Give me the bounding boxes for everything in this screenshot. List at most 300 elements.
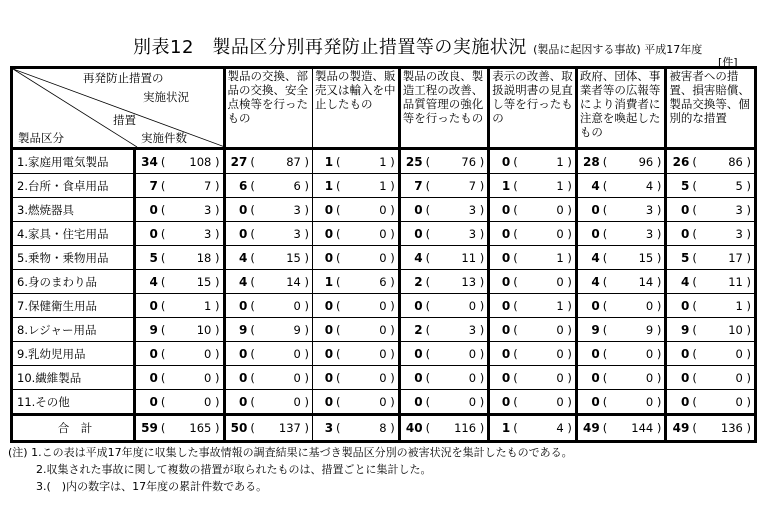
paren: ( xyxy=(513,322,518,337)
count-cell xyxy=(313,294,400,318)
paren: ( xyxy=(513,298,518,313)
paren: ) xyxy=(742,421,751,435)
paren: ( xyxy=(692,274,697,289)
paren: ( xyxy=(336,202,341,217)
count-cell xyxy=(666,294,756,318)
cumulative-value: 15 xyxy=(286,250,301,265)
table-row xyxy=(12,390,756,415)
count-value: 0 xyxy=(680,202,690,217)
paren: ( xyxy=(160,202,166,217)
paren: ( xyxy=(602,370,608,385)
paren: ) xyxy=(300,346,310,361)
paren: ) xyxy=(300,322,310,337)
paren: ( xyxy=(602,346,608,361)
count-value: 0 xyxy=(591,370,600,385)
paren: ( xyxy=(692,394,697,409)
paren: ( xyxy=(513,226,518,241)
count-cell xyxy=(313,342,400,366)
count-value: 0 xyxy=(149,370,158,385)
cumulative-value: 0 xyxy=(645,298,654,313)
paren: ( xyxy=(160,226,166,241)
count-value: 0 xyxy=(501,394,511,409)
count-cell xyxy=(576,294,666,318)
paren: ) xyxy=(476,370,485,385)
table-row xyxy=(12,149,756,174)
cumulative-value: 14 xyxy=(638,274,654,289)
paren: ( xyxy=(513,202,518,217)
count-value: 0 xyxy=(501,322,511,337)
count-cell xyxy=(135,222,225,246)
count-value: 4 xyxy=(149,274,158,289)
paren: ( xyxy=(425,226,431,241)
paren: ( xyxy=(602,298,608,313)
cumulative-value: 0 xyxy=(645,346,654,361)
cumulative-value: 0 xyxy=(556,274,564,289)
paren: ( xyxy=(513,346,518,361)
cumulative-value: 0 xyxy=(293,346,301,361)
count-cell xyxy=(576,222,666,246)
count-cell xyxy=(489,366,577,390)
cumulative-value: 0 xyxy=(379,250,387,265)
count-cell xyxy=(399,294,489,318)
count-value: 0 xyxy=(239,370,248,385)
paren: ) xyxy=(211,298,220,313)
cumulative-value: 11 xyxy=(728,274,743,289)
paren: ( xyxy=(425,250,431,265)
cumulative-value: 15 xyxy=(638,250,654,265)
paren: ( xyxy=(425,394,431,409)
count-value: 0 xyxy=(149,298,158,313)
paren: ) xyxy=(563,226,572,241)
count-cell xyxy=(666,366,756,390)
paren: ) xyxy=(386,394,395,409)
count-cell xyxy=(576,246,666,270)
paren: ( xyxy=(513,370,518,385)
category-cell: 4.家具・住宅用品 xyxy=(12,222,135,246)
count-value: 4 xyxy=(239,250,248,265)
column-header: 政府、団体、事業者等の広報等により消費者に注意を喚起したもの xyxy=(576,68,666,149)
paren: ( xyxy=(692,370,697,385)
paren: ) xyxy=(476,298,485,313)
count-cell xyxy=(135,198,225,222)
count-cell xyxy=(576,149,666,174)
paren: ( xyxy=(160,274,166,289)
count-value: 4 xyxy=(591,274,600,289)
count-cell xyxy=(313,149,400,174)
table-row xyxy=(12,294,756,318)
paren: ) xyxy=(563,322,572,337)
count-value: 0 xyxy=(501,202,511,217)
cumulative-value: 3 xyxy=(645,202,654,217)
paren: ) xyxy=(476,202,485,217)
count-value: 1 xyxy=(501,421,511,435)
paren: ) xyxy=(742,274,751,289)
cumulative-value: 0 xyxy=(293,394,301,409)
paren: ) xyxy=(742,298,751,313)
count-value: 1 xyxy=(324,178,334,193)
cumulative-value: 6 xyxy=(379,274,387,289)
count-value: 4 xyxy=(591,178,600,193)
paren: ( xyxy=(602,322,608,337)
count-cell xyxy=(399,198,489,222)
count-value: 26 xyxy=(672,154,690,169)
count-value: 9 xyxy=(149,322,158,337)
paren: ) xyxy=(386,250,395,265)
paren: ( xyxy=(692,250,697,265)
count-cell xyxy=(399,270,489,294)
paren: ( xyxy=(160,394,166,409)
cumulative-value: 86 xyxy=(728,154,743,169)
cumulative-value: 11 xyxy=(461,250,477,265)
count-cell xyxy=(135,318,225,342)
count-cell xyxy=(135,174,225,198)
paren: ( xyxy=(602,421,608,435)
count-value: 49 xyxy=(672,421,690,435)
count-cell xyxy=(224,246,313,270)
count-value: 4 xyxy=(239,274,248,289)
paren: ) xyxy=(300,274,310,289)
count-value: 0 xyxy=(414,202,423,217)
cumulative-value: 0 xyxy=(468,394,477,409)
cumulative-value: 1 xyxy=(379,154,387,169)
count-cell xyxy=(135,390,225,415)
count-cell xyxy=(399,342,489,366)
count-value: 0 xyxy=(591,202,600,217)
cumulative-value: 0 xyxy=(468,298,477,313)
count-cell xyxy=(224,294,313,318)
paren: ) xyxy=(476,421,485,435)
cumulative-value: 3 xyxy=(293,202,301,217)
count-cell xyxy=(576,415,666,442)
count-value: 5 xyxy=(680,250,690,265)
paren: ( xyxy=(602,178,608,193)
paren: ) xyxy=(386,370,395,385)
paren: ) xyxy=(211,178,220,193)
paren: ) xyxy=(300,298,310,313)
paren: ( xyxy=(250,346,255,361)
table-row xyxy=(12,366,756,390)
count-cell xyxy=(224,366,313,390)
count-cell xyxy=(224,270,313,294)
count-value: 4 xyxy=(591,250,600,265)
paren: ( xyxy=(336,298,341,313)
paren: ( xyxy=(692,178,697,193)
paren: ) xyxy=(476,178,485,193)
count-cell xyxy=(224,390,313,415)
count-value: 0 xyxy=(680,226,690,241)
paren: ( xyxy=(336,250,341,265)
cumulative-value: 96 xyxy=(638,154,654,169)
count-value: 5 xyxy=(680,178,690,193)
cumulative-value: 0 xyxy=(468,370,477,385)
paren: ) xyxy=(386,346,395,361)
cumulative-value: 3 xyxy=(468,226,477,241)
count-cell xyxy=(224,149,313,174)
count-value: 0 xyxy=(324,250,334,265)
paren: ) xyxy=(742,226,751,241)
paren: ( xyxy=(425,322,431,337)
count-cell xyxy=(313,198,400,222)
column-header: 製品の製造、販売又は輸入を中止したもの xyxy=(313,68,400,149)
paren: ( xyxy=(692,421,697,435)
count-value: 2 xyxy=(414,322,423,337)
paren: ) xyxy=(563,370,572,385)
cumulative-value: 0 xyxy=(379,202,387,217)
count-cell xyxy=(666,415,756,442)
paren: ) xyxy=(300,226,310,241)
count-value: 2 xyxy=(414,274,423,289)
count-value: 0 xyxy=(324,202,334,217)
paren: ( xyxy=(425,274,431,289)
cumulative-value: 137 xyxy=(278,421,301,435)
cumulative-value: 6 xyxy=(293,178,301,193)
paren: ( xyxy=(160,154,166,169)
paren: ) xyxy=(211,202,220,217)
column-header: 製品の交換、部品の交換、安全点検等を行ったもの xyxy=(224,68,313,149)
count-value: 9 xyxy=(591,322,600,337)
cumulative-value: 17 xyxy=(728,250,743,265)
count-cell xyxy=(313,222,400,246)
cumulative-value: 0 xyxy=(379,298,387,313)
paren: ) xyxy=(742,346,751,361)
paren: ) xyxy=(211,322,220,337)
count-cell xyxy=(399,174,489,198)
paren: ( xyxy=(692,226,697,241)
paren: ( xyxy=(513,394,518,409)
cumulative-value: 1 xyxy=(556,154,564,169)
paren: ) xyxy=(211,394,220,409)
note: (注) 1.この表は平成17年度に収集した事故情報の調査結果に基づき製品区分別の被害状況を集計したものである。 xyxy=(8,446,573,459)
paren: ) xyxy=(653,154,662,169)
paren: ( xyxy=(692,298,697,313)
count-cell xyxy=(489,415,577,442)
cumulative-value: 0 xyxy=(556,394,564,409)
paren: ( xyxy=(425,298,431,313)
count-cell xyxy=(224,318,313,342)
count-cell xyxy=(666,390,756,415)
count-value: 0 xyxy=(591,298,600,313)
count-cell xyxy=(313,390,400,415)
paren: ( xyxy=(425,346,431,361)
paren: ) xyxy=(563,250,572,265)
total-row xyxy=(12,415,756,442)
count-cell xyxy=(489,342,577,366)
paren: ) xyxy=(300,154,310,169)
unit-label: [件] xyxy=(718,56,738,69)
paren: ) xyxy=(476,226,485,241)
cumulative-value: 9 xyxy=(645,322,654,337)
count-value: 40 xyxy=(405,421,423,435)
count-value: 0 xyxy=(501,370,511,385)
cumulative-value: 15 xyxy=(196,274,212,289)
count-cell xyxy=(135,149,225,174)
count-value: 50 xyxy=(230,421,248,435)
count-cell xyxy=(666,198,756,222)
cumulative-value: 0 xyxy=(645,370,654,385)
paren: ) xyxy=(300,370,310,385)
count-cell xyxy=(489,294,577,318)
count-cell xyxy=(489,246,577,270)
paren: ) xyxy=(653,394,662,409)
paren: ) xyxy=(563,298,572,313)
count-value: 0 xyxy=(239,346,248,361)
count-value: 0 xyxy=(414,226,423,241)
count-value: 0 xyxy=(239,298,248,313)
count-value: 0 xyxy=(591,346,600,361)
paren: ) xyxy=(742,322,751,337)
count-cell xyxy=(135,246,225,270)
paren: ( xyxy=(250,298,255,313)
paren: ( xyxy=(602,250,608,265)
paren: ) xyxy=(300,421,310,435)
count-cell xyxy=(666,222,756,246)
paren: ) xyxy=(476,274,485,289)
paren: ( xyxy=(425,178,431,193)
count-value: 59 xyxy=(141,421,158,435)
count-value: 0 xyxy=(149,394,158,409)
count-cell xyxy=(576,366,666,390)
count-cell xyxy=(224,222,313,246)
column-header: 製品の改良、製造工程の改善、品質管理の強化等を行ったもの xyxy=(399,68,489,149)
paren: ) xyxy=(742,154,751,169)
count-value: 4 xyxy=(680,274,690,289)
count-value: 4 xyxy=(414,250,423,265)
count-value: 0 xyxy=(501,298,511,313)
paren: ( xyxy=(250,274,255,289)
paren: ) xyxy=(476,154,485,169)
paren: ) xyxy=(211,370,220,385)
category-cell: 5.乗物・乗物用品 xyxy=(12,246,135,270)
count-cell xyxy=(313,174,400,198)
count-value: 0 xyxy=(501,154,511,169)
count-cell xyxy=(313,366,400,390)
count-cell xyxy=(313,415,400,442)
count-value: 34 xyxy=(141,154,158,169)
count-cell xyxy=(576,174,666,198)
count-cell xyxy=(399,366,489,390)
count-value: 0 xyxy=(680,298,690,313)
count-cell xyxy=(576,342,666,366)
category-cell: 合 計 xyxy=(12,415,135,442)
paren: ( xyxy=(160,346,166,361)
category-cell: 9.乳幼児用品 xyxy=(12,342,135,366)
cumulative-value: 0 xyxy=(556,346,564,361)
category-cell: 10.繊維製品 xyxy=(12,366,135,390)
cumulative-value: 0 xyxy=(204,394,212,409)
paren: ( xyxy=(602,226,608,241)
count-value: 0 xyxy=(324,298,334,313)
paren: ( xyxy=(692,346,697,361)
count-cell xyxy=(224,342,313,366)
cumulative-value: 8 xyxy=(379,421,387,435)
cumulative-value: 0 xyxy=(556,226,564,241)
count-value: 28 xyxy=(583,154,600,169)
count-value: 1 xyxy=(324,154,334,169)
paren: ( xyxy=(336,394,341,409)
count-cell xyxy=(135,294,225,318)
cumulative-value: 0 xyxy=(735,370,743,385)
cumulative-value: 87 xyxy=(286,154,301,169)
paren: ) xyxy=(476,322,485,337)
cumulative-value: 0 xyxy=(556,370,564,385)
count-cell xyxy=(135,342,225,366)
paren: ( xyxy=(602,154,608,169)
corner-header xyxy=(12,68,225,149)
count-value: 0 xyxy=(414,346,423,361)
category-cell: 8.レジャー用品 xyxy=(12,318,135,342)
paren: ( xyxy=(250,154,255,169)
count-value: 0 xyxy=(239,202,248,217)
count-cell xyxy=(489,198,577,222)
cumulative-value: 18 xyxy=(196,250,212,265)
paren: ) xyxy=(211,154,220,169)
paren: ) xyxy=(476,394,485,409)
count-cell xyxy=(224,415,313,442)
paren: ) xyxy=(742,250,751,265)
table-row xyxy=(12,222,756,246)
count-cell xyxy=(666,174,756,198)
paren: ) xyxy=(653,178,662,193)
paren: ) xyxy=(653,370,662,385)
cumulative-value: 76 xyxy=(461,154,477,169)
category-cell: 11.その他 xyxy=(12,390,135,415)
cumulative-value: 3 xyxy=(204,202,212,217)
paren: ) xyxy=(386,202,395,217)
count-cell xyxy=(313,318,400,342)
category-cell: 1.家庭用電気製品 xyxy=(12,149,135,174)
paren: ) xyxy=(653,250,662,265)
count-value: 0 xyxy=(324,394,334,409)
paren: ( xyxy=(513,178,518,193)
cumulative-value: 0 xyxy=(556,202,564,217)
count-value: 0 xyxy=(239,394,248,409)
count-cell xyxy=(399,222,489,246)
cumulative-value: 10 xyxy=(728,322,743,337)
count-cell xyxy=(576,270,666,294)
cumulative-value: 7 xyxy=(468,178,477,193)
count-cell xyxy=(135,270,225,294)
paren: ( xyxy=(160,421,166,435)
count-cell xyxy=(135,366,225,390)
column-header: 被害者への措置、損害賠償、製品交換等、個別的な措置 xyxy=(666,68,756,149)
paren: ) xyxy=(653,226,662,241)
paren: ) xyxy=(563,178,572,193)
table-row xyxy=(12,318,756,342)
paren: ( xyxy=(692,202,697,217)
paren: ( xyxy=(513,421,518,435)
count-value: 3 xyxy=(324,421,334,435)
count-value: 6 xyxy=(239,178,248,193)
paren: ( xyxy=(250,202,255,217)
paren: ( xyxy=(250,421,255,435)
cumulative-value: 4 xyxy=(645,178,654,193)
paren: ) xyxy=(386,154,395,169)
count-cell xyxy=(666,246,756,270)
paren: ( xyxy=(160,178,166,193)
count-cell xyxy=(313,270,400,294)
paren: ) xyxy=(211,421,220,435)
count-cell xyxy=(489,149,577,174)
count-value: 9 xyxy=(680,322,690,337)
paren: ( xyxy=(250,394,255,409)
count-value: 0 xyxy=(149,202,158,217)
count-value: 25 xyxy=(405,154,423,169)
count-cell xyxy=(399,390,489,415)
paren: ( xyxy=(425,421,431,435)
header-row xyxy=(12,68,756,149)
count-cell xyxy=(576,198,666,222)
count-value: 7 xyxy=(149,178,158,193)
